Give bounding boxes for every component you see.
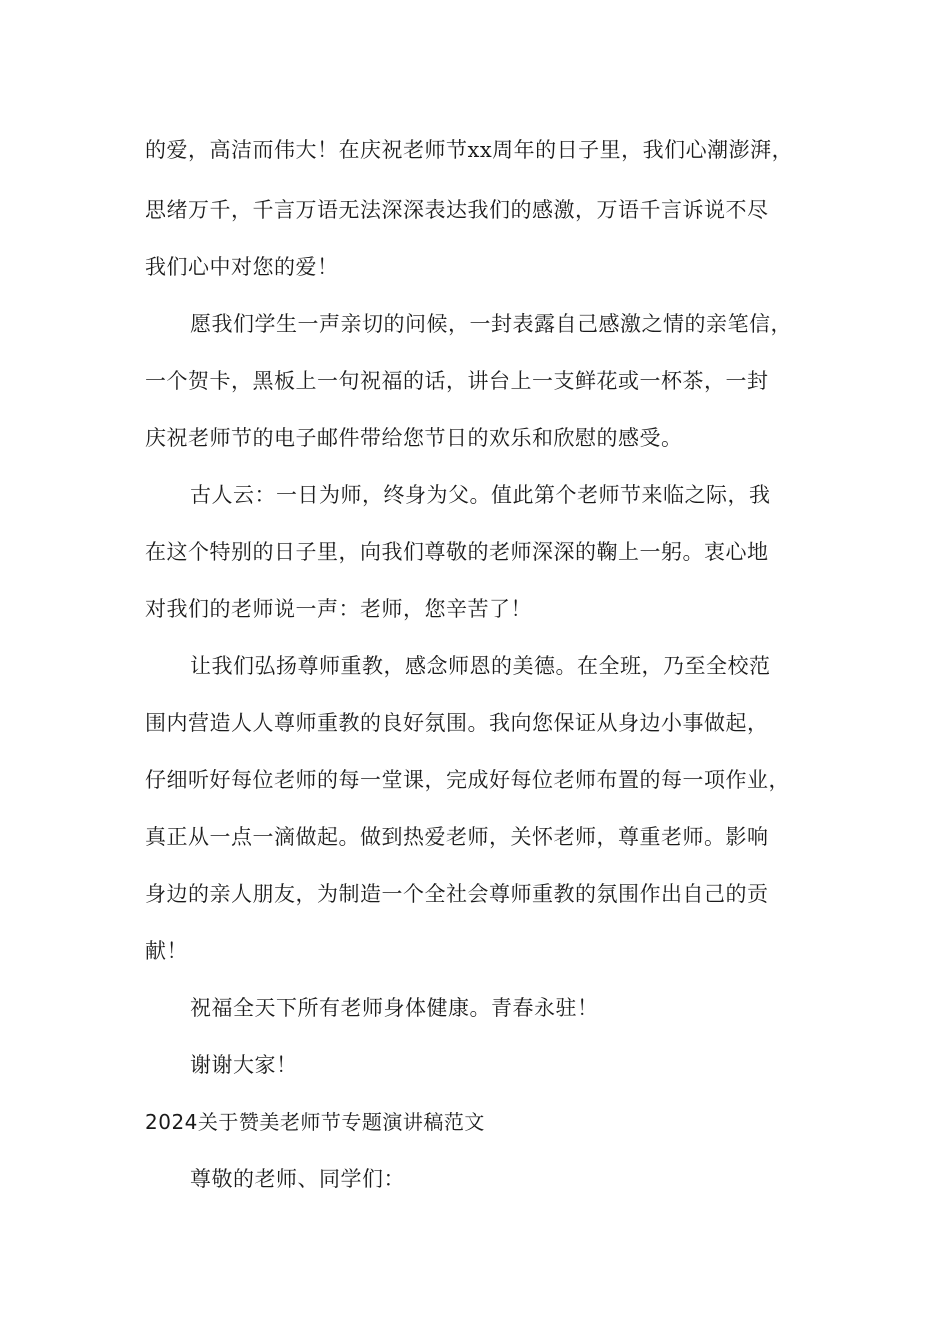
- text-line: 仔细听好每位老师的每一堂课，完成好每位老师布置的每一项作业，: [145, 768, 790, 792]
- paragraph-start-line: 古人云：一日为师，终身为父。值此第个老师节来临之际，我: [190, 483, 771, 507]
- text-line: 身边的亲人朋友，为制造一个全社会尊师重教的氛围作出自己的贡: [145, 882, 769, 906]
- paragraph-start-line: 谢谢大家！: [190, 1053, 298, 1077]
- paragraph-start-line: 让我们弘扬尊师重教，感念师恩的美德。在全班，乃至全校范: [190, 654, 771, 678]
- text-line: 围内营造人人尊师重教的良好氛围。我向您保证从身边小事做起，: [145, 711, 769, 735]
- text-line: 庆祝老师节的电子邮件带给您节日的欢乐和欣慰的感受。: [145, 426, 683, 450]
- text-line: 思绪万千，千言万语无法深深表达我们的感激，万语千言诉说不尽: [145, 198, 769, 222]
- text-line: 真正从一点一滴做起。做到热爱老师，关怀老师，尊重老师。影响: [145, 825, 769, 849]
- paragraph-start-line: 愿我们学生一声亲切的问候，一封表露自己感激之情的亲笔信，: [190, 312, 792, 336]
- text-line: 一个贺卡，黑板上一句祝福的话，讲台上一支鲜花或一杯茶，一封: [145, 369, 769, 393]
- text-line: 在这个特别的日子里，向我们尊敬的老师深深的鞠上一躬。衷心地: [145, 540, 769, 564]
- text-line: 献！: [145, 939, 188, 963]
- text-line: 对我们的老师说一声：老师，您辛苦了！: [145, 597, 532, 621]
- text-line: 我们心中对您的爱！: [145, 255, 339, 279]
- salutation-line: 尊敬的老师、同学们：: [190, 1167, 405, 1191]
- section-heading: 2024关于赞美老师节专题演讲稿范文: [145, 1110, 485, 1134]
- paragraph-start-line: 祝福全天下所有老师身体健康。青春永驻！: [190, 996, 599, 1020]
- text-line: 的爱，高洁而伟大！在庆祝老师节xx周年的日子里，我们心潮澎湃，: [145, 138, 794, 162]
